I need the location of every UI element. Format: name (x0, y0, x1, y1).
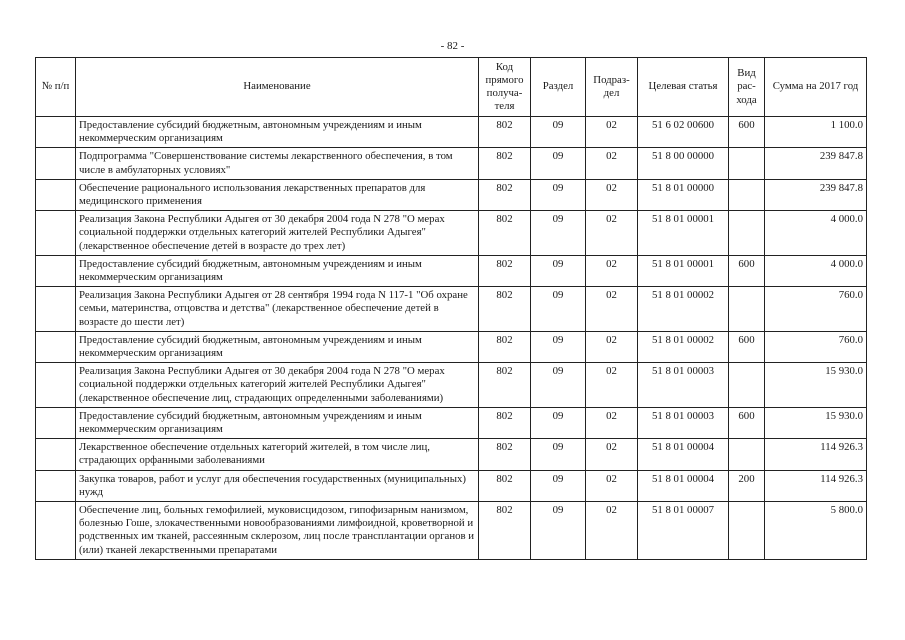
table-row (36, 179, 867, 210)
row-code-cell: 802 (479, 255, 531, 286)
row-subsection-cell: 02 (586, 179, 638, 210)
row-section-cell: 09 (531, 502, 586, 560)
row-num-cell (36, 331, 76, 362)
row-name-cell: Подпрограмма "Совершенствование системы лекарственного обеспечения, в том числе в амбулаторных условиях" (76, 148, 479, 179)
table-row (36, 470, 867, 501)
table-row (36, 407, 867, 438)
row-code-cell: 802 (479, 363, 531, 408)
header-num: № п/п (36, 58, 76, 117)
row-expense-type-cell (729, 211, 765, 256)
table-header-row (36, 58, 867, 117)
row-expense-type-cell: 200 (729, 470, 765, 501)
row-name-cell: Предоставление субсидий бюджетным, автономным учреждениям и иным некоммерческим организациям (76, 117, 479, 148)
header-name: Наименование (76, 58, 479, 117)
row-subsection-cell: 02 (586, 470, 638, 501)
table-row (36, 148, 867, 179)
row-name-cell: Предоставление субсидий бюджетным, автономным учреждениям и иным некоммерческим организациям (76, 407, 479, 438)
table-row (36, 331, 867, 362)
row-amount-cell: 760.0 (765, 331, 867, 362)
row-target-item-cell: 51 8 01 00003 (638, 407, 729, 438)
row-amount-cell: 5 800.0 (765, 502, 867, 560)
row-expense-type-cell: 600 (729, 255, 765, 286)
table-row (36, 287, 867, 332)
row-section-cell: 09 (531, 255, 586, 286)
row-subsection-cell: 02 (586, 117, 638, 148)
row-section-cell: 09 (531, 439, 586, 470)
row-target-item-cell: 51 8 01 00003 (638, 363, 729, 408)
row-subsection-cell: 02 (586, 287, 638, 332)
row-name-cell: Лекарственное обеспечение отдельных категорий жителей, в том числе лиц, страдающих орфанными заболеваниями (76, 439, 479, 470)
row-expense-type-cell (729, 502, 765, 560)
row-num-cell (36, 179, 76, 210)
row-target-item-cell: 51 8 00 00000 (638, 148, 729, 179)
row-target-item-cell: 51 8 01 00000 (638, 179, 729, 210)
header-amount: Сумма на 2017 год (765, 58, 867, 117)
table-row (36, 502, 867, 560)
row-amount-cell: 239 847.8 (765, 148, 867, 179)
row-name-cell: Предоставление субсидий бюджетным, автономным учреждениям и иным некоммерческим организациям (76, 255, 479, 286)
row-expense-type-cell: 600 (729, 117, 765, 148)
row-amount-cell: 4 000.0 (765, 211, 867, 256)
table-row (36, 255, 867, 286)
row-section-cell: 09 (531, 211, 586, 256)
table-row (36, 117, 867, 148)
row-num-cell (36, 287, 76, 332)
row-section-cell: 09 (531, 117, 586, 148)
row-subsection-cell: 02 (586, 407, 638, 438)
row-amount-cell: 15 930.0 (765, 363, 867, 408)
row-amount-cell: 114 926.3 (765, 470, 867, 501)
row-target-item-cell: 51 8 01 00002 (638, 331, 729, 362)
row-name-cell: Предоставление субсидий бюджетным, автономным учреждениям и иным некоммерческим организациям (76, 331, 479, 362)
row-amount-cell: 15 930.0 (765, 407, 867, 438)
row-name-cell: Обеспечение рационального использования лекарственных препаратов для медицинского применения (76, 179, 479, 210)
row-code-cell: 802 (479, 179, 531, 210)
row-code-cell: 802 (479, 287, 531, 332)
row-subsection-cell: 02 (586, 255, 638, 286)
row-num-cell (36, 470, 76, 501)
page-number: - 82 - (440, 40, 465, 52)
row-section-cell: 09 (531, 470, 586, 501)
header-subsection: Подраз-дел (586, 58, 638, 117)
row-amount-cell: 114 926.3 (765, 439, 867, 470)
row-num-cell (36, 117, 76, 148)
row-amount-cell: 239 847.8 (765, 179, 867, 210)
row-code-cell: 802 (479, 470, 531, 501)
row-target-item-cell: 51 8 01 00004 (638, 470, 729, 501)
row-name-cell: Обеспечение лиц, больных гемофилией, муковисцидозом, гипофизарным нанизмом, болезнью Гоше, злокачественными новообразованиями лимфоидной, кроветворной и родственных им тканей, рассеянным склерозом, лиц после трансплантации органов и (или) тканей лекарственными препаратами (76, 502, 479, 560)
row-section-cell: 09 (531, 148, 586, 179)
row-expense-type-cell (729, 439, 765, 470)
row-code-cell: 802 (479, 331, 531, 362)
row-subsection-cell: 02 (586, 211, 638, 256)
row-code-cell: 802 (479, 439, 531, 470)
row-num-cell (36, 439, 76, 470)
row-target-item-cell: 51 8 01 00002 (638, 287, 729, 332)
row-code-cell: 802 (479, 211, 531, 256)
row-name-cell: Реализация Закона Республики Адыгея от 30 декабря 2004 года N 278 "О мерах социальной поддержки отдельных категорий жителей Республики Адыгея" (лекарственное обеспечение детей в возрасте до трех лет) (76, 211, 479, 256)
row-name-cell: Закупка товаров, работ и услуг для обеспечения государственных (муниципальных) нужд (76, 470, 479, 501)
row-code-cell: 802 (479, 502, 531, 560)
row-num-cell (36, 211, 76, 256)
row-target-item-cell: 51 8 01 00001 (638, 255, 729, 286)
row-subsection-cell: 02 (586, 439, 638, 470)
header-expense-type: Вид рас-хода (729, 58, 765, 117)
row-num-cell (36, 255, 76, 286)
budget-table (35, 57, 867, 560)
row-section-cell: 09 (531, 363, 586, 408)
row-amount-cell: 760.0 (765, 287, 867, 332)
row-target-item-cell: 51 8 01 00001 (638, 211, 729, 256)
row-target-item-cell: 51 8 01 00004 (638, 439, 729, 470)
row-code-cell: 802 (479, 148, 531, 179)
row-expense-type-cell: 600 (729, 407, 765, 438)
row-num-cell (36, 148, 76, 179)
row-amount-cell: 1 100.0 (765, 117, 867, 148)
row-expense-type-cell: 600 (729, 331, 765, 362)
table-row (36, 211, 867, 256)
header-code: Код прямого получа-теля (479, 58, 531, 117)
row-expense-type-cell (729, 287, 765, 332)
row-expense-type-cell (729, 179, 765, 210)
row-section-cell: 09 (531, 407, 586, 438)
row-name-cell: Реализация Закона Республики Адыгея от 30 декабря 2004 года N 278 "О мерах социальной поддержки отдельных категорий жителей Республики Адыгея" (лекарственное обеспечение лиц, страдающих определенными заболеваниями) (76, 363, 479, 408)
header-section: Раздел (531, 58, 586, 117)
row-target-item-cell: 51 8 01 00007 (638, 502, 729, 560)
row-section-cell: 09 (531, 331, 586, 362)
row-code-cell: 802 (479, 117, 531, 148)
row-subsection-cell: 02 (586, 502, 638, 560)
row-section-cell: 09 (531, 287, 586, 332)
row-section-cell: 09 (531, 179, 586, 210)
row-expense-type-cell (729, 363, 765, 408)
table-row (36, 439, 867, 470)
row-subsection-cell: 02 (586, 331, 638, 362)
row-target-item-cell: 51 6 02 00600 (638, 117, 729, 148)
table-row (36, 363, 867, 408)
row-num-cell (36, 502, 76, 560)
row-num-cell (36, 363, 76, 408)
header-target-item: Целевая статья (638, 58, 729, 117)
row-subsection-cell: 02 (586, 148, 638, 179)
row-num-cell (36, 407, 76, 438)
row-subsection-cell: 02 (586, 363, 638, 408)
row-code-cell: 802 (479, 407, 531, 438)
row-expense-type-cell (729, 148, 765, 179)
row-name-cell: Реализация Закона Республики Адыгея от 28 сентября 1994 года N 117-1 "Об охране семьи, материнства, отцовства и детства" (лекарственное обеспечение детей в возрасте до шести лет) (76, 287, 479, 332)
row-amount-cell: 4 000.0 (765, 255, 867, 286)
